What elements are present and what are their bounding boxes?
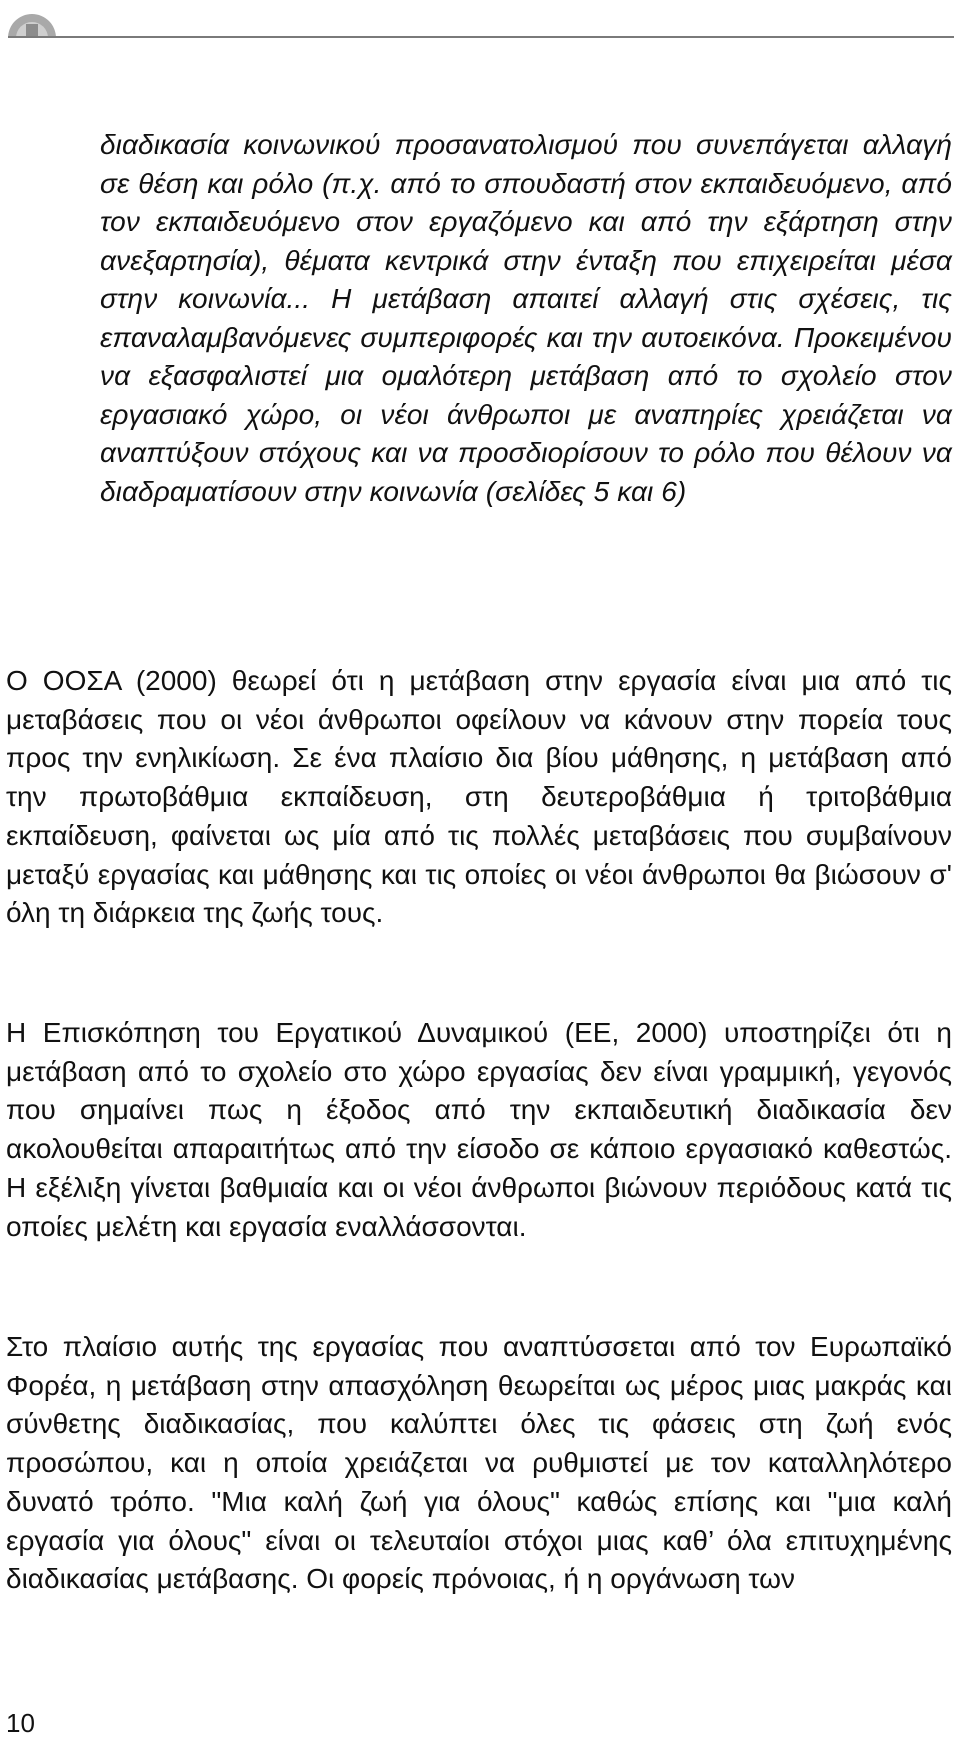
publisher-logo-icon (6, 4, 58, 38)
paragraph-european-agency: Στο πλαίσιο αυτής της εργασίας που αναπτύσσεται από τον Ευρωπαϊκό Φορέα, η μετάβαση στην απασχόληση θεωρείται ως μέρος μιας μακράς και σύνθετης διαδικασίας, που καλύπτει όλες τις φάσεις στη ζωή ενός προσώπου, και η οποία χρειάζεται να ρυθμιστεί με τον καταλληλότερο δυνατό τρόπο. "Μια καλή ζωή για όλους" καθώς επίσης και "μια καλή εργασία για όλους" είναι οι τελευταίοι στόχοι μιας καθ’ όλα επιτυχημένης διαδικασίας μετάβασης. Οι φορείς πρόνοιας, ή η οργάνωση των (6, 1331, 952, 1595)
page-number: 10 (6, 1708, 35, 1738)
quoted-passage: διαδικασία κοινωνικού προσανατολισμού που συνεπάγεται αλλαγή σε θέση και ρόλο (π.χ. από το σπουδαστή στον εκπαιδευόμενο, από τον εκπαιδευόμενο στον εργαζόμενο και από την εξάρτηση στην ανεξαρτησία), θέματα κεντρικά στην ένταξη που επιχειρείται μέσα στην κοινωνία... Η μετάβαση απαιτεί αλλαγή στις σχέσεις, τις επαναλαμβανόμενες συμπεριφορές και την αυτοεικόνα. Προκειμένου να εξασφαλιστεί μια ομαλότερη μετάβαση από το σχολείο στον εργασιακό χώρο, οι νέοι άνθρωποι με αναπηρίες χρειάζεται να αναπτύξουν στόχους και να προσδιορίσουν το ρόλο που θέλουν να διαδραματίσουν στην κοινωνία (σελίδες 5 και 6) (100, 129, 952, 507)
paragraph-labour-force-survey: Η Επισκόπηση του Εργατικού Δυναμικού (ΕΕ, 2000) υποστηρίζει ότι η μετάβαση από το σχολείο στο χώρο εργασίας δεν είναι γραμμική, γεγονός που σημαίνει πως η έξοδος από την εκπαιδευτική διαδικασία δεν ακολουθείται απαραιτήτως από την είσοδο σε κάποιο εργασιακό καθεστώς. Η εξέλιξη γίνεται βαθμιαία και οι νέοι άνθρωποι βιώνουν περιόδους κατά τις οποίες μελέτη και εργασία εναλλάσσονται. (6, 1017, 952, 1242)
paragraph-oecd: Ο ΟΟΣΑ (2000) θεωρεί ότι η μετάβαση στην εργασία είναι μια από τις μεταβάσεις που οι νέοι άνθρωποι οφείλουν να κάνουν στην πορεία τους προς την ενηλικίωση. Σε ένα πλαίσιο δια βίου μάθησης, η μετάβαση από την πρωτοβάθμια εκπαίδευση, στη δευτεροβάθμια ή τριτοβάθμια εκπαίδευση, φαίνεται ως μία από τις πολλές μεταβάσεις που συμβαίνουν μεταξύ εργασίας και μάθησης και τις οποίες οι νέοι άνθρωποι θα βιώσουν σ' όλη τη διάρκεια της ζωής τους. (6, 665, 952, 929)
header-rule (8, 36, 954, 38)
